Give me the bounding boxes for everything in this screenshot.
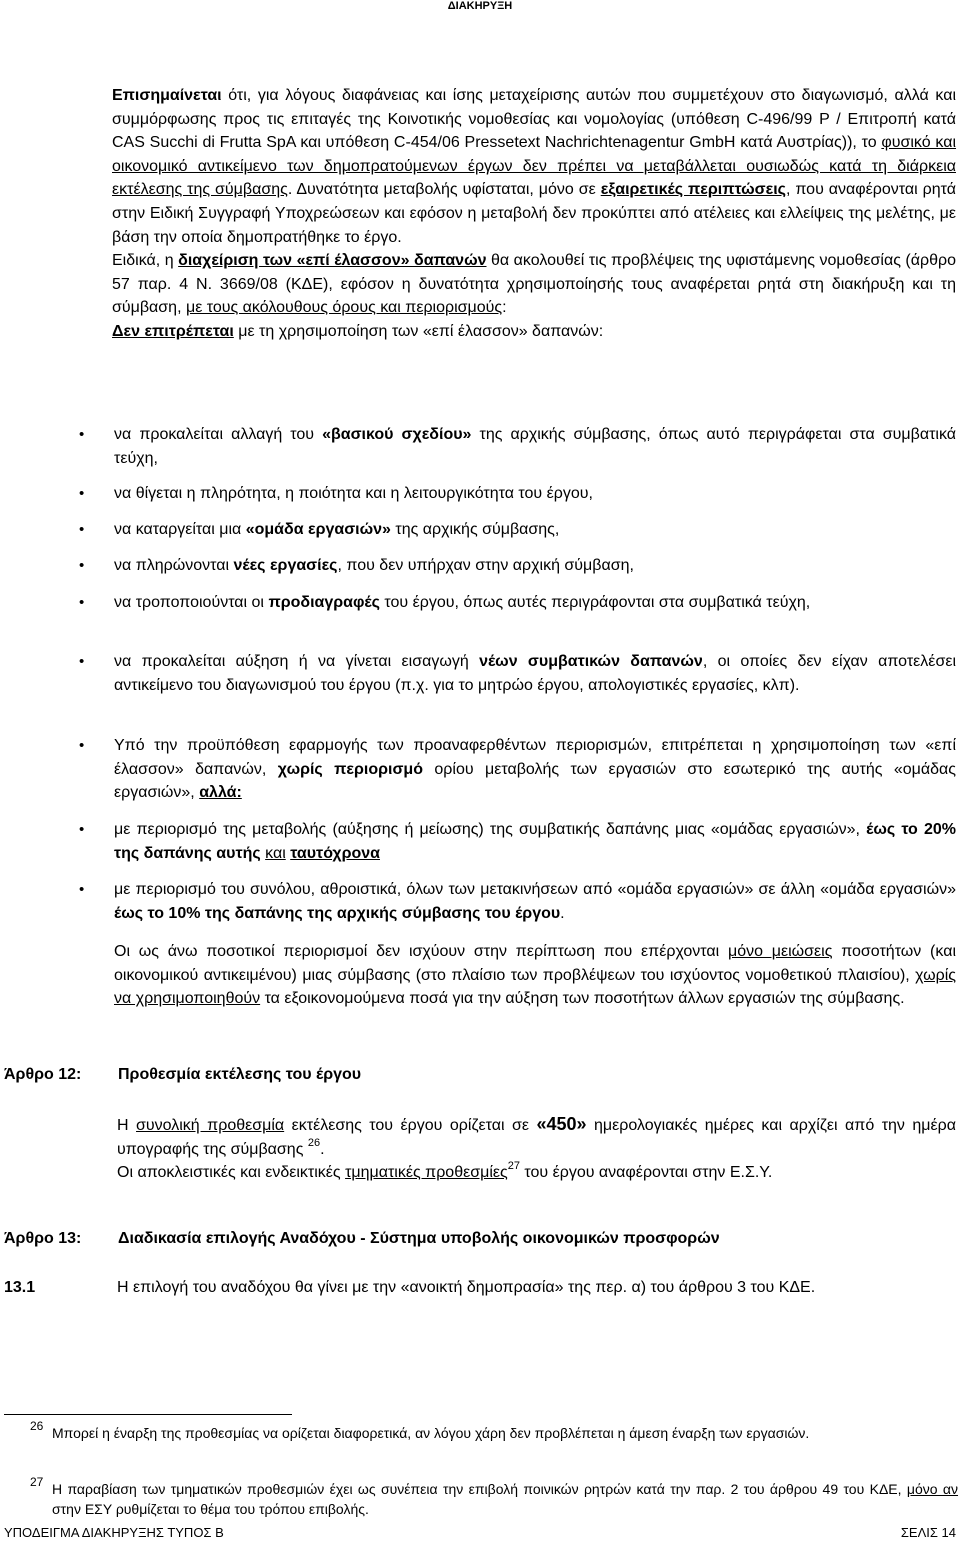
intro-text-3: , που αναφέρονται ρητά στην Ειδική Συγγραφή Υποχρεώσεων και εφόσον η μεταβολή δεν προκύπτει από ατέλειες και ελλείψεις της μελέτης, με βάση την οποία δημοπρατήθηκε το έργο.: [112, 181, 956, 246]
art12-text: ημερολογιακές ημέρες και αρχίζει από την ημέρα υπογραφής της σύμβασης: [117, 1117, 957, 1158]
article-12-title: Προθεσμία εκτέλεσης του έργου: [118, 1066, 362, 1083]
bullet-icon: •: [79, 485, 85, 502]
special-underlined: με τους ακόλουθους όρους και περιορισμούς: [185, 299, 503, 317]
art12-text: εκτέλεσης του έργου ορίζεται σε: [284, 1117, 537, 1134]
article-12-body: [117, 1113, 956, 1185]
list-item-underlined: και: [265, 844, 286, 862]
list-item: [114, 734, 956, 805]
list-item-text: .: [560, 904, 565, 922]
list-item-text: με περιορισμό της μεταβολής (αύξησης ή μείωσης) της συμβατικής δαπάνης μιας «ομάδας εργασιών»,: [114, 821, 867, 838]
closing-text-1: Οι ως άνω ποσοτικοί περιορισμοί δεν ισχύουν στην περίπτωση που επέρχονται: [114, 943, 728, 960]
footnote-26: Μπορεί η έναρξη της προθεσμίας να ορίζεται διαφορετικά, αν λόγου χάρη δεν προβλέπεται η άμεση έναρξη των εργασιών.: [52, 1425, 810, 1441]
bullet-icon: •: [79, 594, 85, 611]
article-12-label: Άρθρο 12:: [4, 1066, 82, 1083]
footer-left: ΥΠΟΔΕΙΓΜΑ ΔΙΑΚΗΡΥΞΗΣ ΤΥΠΟΣ Β: [4, 1525, 224, 1540]
closing-paragraph: [114, 940, 956, 1011]
list-item: να θίγεται η πληρότητα, η ποιότητα και η λειτουργικότητα του έργου,: [114, 485, 593, 502]
art12-text: Οι αποκλειστικές και ενδεικτικές: [117, 1164, 346, 1182]
fn27-underlined: μόνο αν: [906, 1481, 959, 1497]
list-item: [114, 818, 956, 865]
art12-underlined: τμηματικές προθεσμίες: [345, 1164, 508, 1182]
article-13-1-number: 13.1: [4, 1279, 36, 1296]
article-12-paragraph-1: [117, 1113, 956, 1161]
fn27-text: στην ΕΣΥ ρυθμίζεται το θέμα του τρόπου επιβολής.: [52, 1501, 369, 1517]
article-13-title: Διαδικασία επιλογής Αναδόχου - Σύστημα υποβολής οικονομικών προσφορών: [118, 1230, 720, 1247]
art12-text: .: [320, 1140, 325, 1158]
not-allowed-text: με τη χρησιμοποίηση των «επί έλασσον» δαπανών:: [233, 322, 604, 340]
intro-section: [112, 84, 956, 344]
closing-underlined-1: μόνο μειώσεις: [727, 943, 833, 960]
list-item-bold: νέες εργασίες: [233, 557, 338, 574]
list-item-text: να προκαλείται αύξηση ή να γίνεται εισαγωγή: [114, 653, 480, 670]
list-item-text: να προκαλείται αλλαγή του: [114, 426, 323, 443]
list-item-text: να καταργείται μια: [114, 521, 246, 538]
intro-lead: Επισημαίνεται: [112, 87, 222, 104]
closing-text-2: ποσοτήτων (και οικονομικού αντικειμένου) μιας σύμβασης (στο πλαίσιο των προβλέψεων του ισχύοντος νομοθετικού πλαισίου),: [114, 943, 956, 984]
list-item-text: με περιορισμό του συνόλου, αθροιστικά, όλων των μετακινήσεων από «ομάδα εργασιών» σε άλλη «ομάδα εργασιών»: [114, 881, 956, 898]
list-item-bold-underlined: αλλά:: [199, 784, 242, 802]
footnote-separator: [4, 1414, 292, 1415]
footer-page-number: ΣΕΛΙΣ 14: [900, 1525, 956, 1540]
special-bold: διαχείριση των «επί έλασσον» δαπανών: [178, 252, 487, 270]
list-item-bold-underlined: ταυτόχρονα: [290, 844, 380, 862]
list-item-bold: νέων συμβατικών δαπανών: [479, 653, 703, 670]
list-item-text: της αρχικής σύμβασης, όπως αυτό περιγράφεται στα συμβατικά τεύχη,: [114, 426, 956, 467]
special-text-1: Ειδικά, η: [112, 252, 179, 270]
list-item-text: να τροποποιούνται οι: [114, 594, 269, 611]
intro-text-2: . Δυνατότητα μεταβολής υφίσταται, μόνο σε: [287, 181, 601, 199]
intro-underlined: φυσικό και οικονομικό αντικείμενο των δημοπρατούμενων έργων δεν πρέπει να μεταβάλλεται ουσιωδώς κατά τη διάρκεια εκτέλεσης της σύμβασης: [112, 134, 957, 199]
not-allowed-bold: Δεν επιτρέπεται: [112, 322, 234, 340]
list-item-bold: «βασικού σχεδίου»: [322, 426, 472, 443]
bullet-icon: •: [79, 521, 85, 538]
list-item-text: ορίου μεταβολής των εργασιών στο εσωτερικό της αυτής «ομάδας εργασιών»,: [114, 760, 957, 802]
list-item-text: , που δεν υπήρχαν στην αρχική σύμβαση,: [337, 557, 634, 574]
footnote-ref-27[interactable]: 27: [507, 1160, 520, 1173]
list-item-bold: έως το 20% της δαπάνης αυτής: [114, 821, 957, 862]
footnote-27: [52, 1479, 958, 1519]
list-item: [114, 878, 956, 925]
list-item-bold: «ομάδα εργασιών»: [245, 521, 391, 538]
not-allowed-paragraph: [112, 320, 956, 344]
art12-text: του έργου αναφέρονται στην Ε.Σ.Υ.: [519, 1164, 773, 1182]
list-item: [114, 591, 956, 615]
special-text-2: θα ακολουθεί τις προβλέψεις της υφιστάμενης νομοθεσίας (άρθρο 57 παρ. 4 Ν. 3669/08 (ΚΔΕ), εφόσον η δυνατότητα χρησιμοποίησής τους αναφέρεται ρητά στη διακήρυξη και τη σύμβαση,: [112, 252, 956, 317]
list-item-bold: έως το 10% της δαπάνης της αρχικής σύμβασης του έργου: [114, 904, 561, 922]
page-header: ΔΙΑΚΗΡΥΞΗ: [447, 0, 513, 12]
list-item: [114, 423, 956, 470]
closing-underlined-2: χωρίς να χρησιμοποιηθούν: [114, 966, 956, 1008]
art12-underlined: συνολική προθεσμία: [136, 1117, 285, 1134]
fn27-text: Η παραβίαση των τμηματικών προθεσμιών έχει ως συνέπεια την επιβολή ποινικών ρητρών κατά την παρ. 2 του άρθρου 49 του ΚΔΕ,: [52, 1481, 907, 1497]
art12-days: «450»: [536, 1114, 587, 1134]
list-item-bold: χωρίς περιορισμό: [277, 760, 423, 778]
bullet-icon: •: [79, 653, 85, 670]
footnote-number-26: 26: [30, 1419, 44, 1433]
list-item-bold: προδιαγραφές: [268, 594, 380, 611]
art12-text: Η: [117, 1117, 137, 1134]
intro-paragraph: [112, 84, 956, 249]
special-text-3: :: [502, 299, 507, 317]
bullet-icon: •: [79, 737, 85, 754]
list-item-text: να πληρώνονται: [114, 557, 234, 574]
list-item-text: Υπό την προϋπόθεση εφαρμογής των προαναφερθέντων περιορισμών, επιτρέπεται η χρησιμοποίηση των «επί έλασσον» δαπανών,: [114, 737, 956, 778]
article-13-label: Άρθρο 13:: [4, 1230, 82, 1247]
article-13-1-text: Η επιλογή του αναδόχου θα γίνει με την «ανοικτή δημοπρασία» της περ. α) του άρθρου 3 του ΚΔΕ.: [117, 1279, 816, 1296]
bullet-icon: •: [79, 557, 85, 574]
special-paragraph: [112, 249, 956, 320]
intro-text-1: ότι, για λόγους διαφάνειας και ίσης μεταχείρισης αυτών που συμμετέχουν στο διαγωνισμό, αλλά και συμμόρφωσης προς τις επιταγές της Κοινοτικής νομοθεσίας και νομολογίας (υπόθεση C-496/99 P / Επιτροπή κατά CAS Succhi di Frutta SpA και υπόθεση C-454/06 Pressetext Nachrichtenagentur GmbH κατά Αυστρίας)), το: [112, 87, 956, 152]
article-12-paragraph-2: [117, 1161, 956, 1185]
closing-text-3: τα εξοικονομούμενα ποσά για την αύξηση των ποσοτήτων άλλων εργασιών της σύμβασης.: [260, 990, 905, 1008]
footnote-number-27: 27: [30, 1475, 44, 1489]
intro-exceptional: εξαιρετικές περιπτώσεις: [600, 181, 786, 199]
list-item: [114, 650, 956, 697]
list-item: [114, 554, 956, 578]
bullet-icon: •: [79, 821, 85, 838]
bullet-icon: •: [79, 426, 85, 443]
list-item-text: της αρχικής σύμβασης,: [390, 521, 560, 538]
list-item-text: του έργου, όπως αυτές περιγράφονται στα συμβατικά τεύχη,: [379, 594, 811, 611]
footnote-ref-26[interactable]: 26: [307, 1136, 321, 1149]
bullet-icon: •: [79, 881, 85, 898]
list-item-text: , οι οποίες δεν είχαν αποτελέσει αντικείμενο του διαγωνισμού του έργου (π.χ. για το μητρώο έργου, απολογιστικές εργασίες, κλπ).: [114, 653, 957, 694]
list-item: [114, 518, 956, 542]
